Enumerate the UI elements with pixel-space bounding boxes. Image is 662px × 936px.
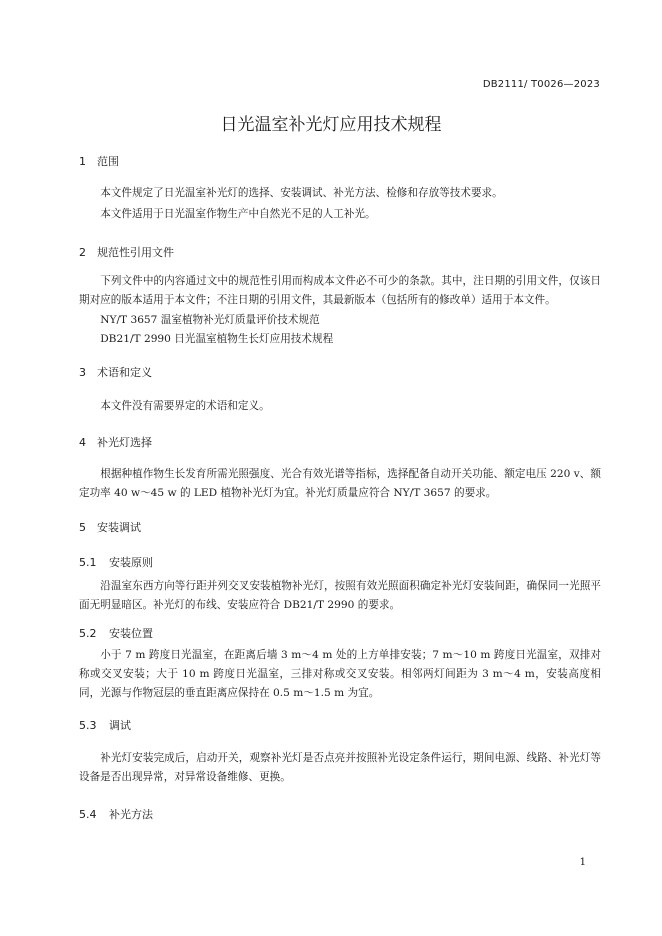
section-number: 5: [79, 521, 86, 534]
paragraph: 小于 7 m 跨度日光温室，在距离后墙 3 m～4 m 处的上方单排安装；7 m～10 m 跨度日光温室，双排对称或交叉安装；大于 10 m 跨度日光温室，三排对称或交叉安装。相邻两灯间距为 3 m～4 m，安装高度相同，光源与作物冠层的垂直距离应保持在 0.5 m～1.5 m 为宜。: [79, 649, 601, 699]
section-3-heading: [79, 364, 152, 380]
section-title: 范围: [97, 155, 119, 168]
section-title: 术语和定义: [97, 366, 152, 379]
paragraph: 补光灯安装完成后，启动开关，观察补光灯是否点亮并按照补光设定条件运行，期间电源、线路、补光灯等设备是否出现异常，对异常设备维修、更换。: [79, 752, 601, 783]
section-title: 调试: [109, 719, 131, 732]
section-number: 5.1: [79, 556, 97, 569]
section-number: 4: [79, 436, 86, 449]
paragraph: 本文件规定了日光温室补光灯的选择、安装调试、补光方法、检修和存放等技术要求。: [100, 187, 503, 199]
section-title: 安装调试: [97, 521, 141, 534]
standard-number: DB2111/ T0026—2023: [482, 79, 600, 90]
subsection-5-4-heading: [79, 806, 153, 822]
paragraph: 本文件没有需要界定的术语和定义。: [100, 400, 270, 412]
subsection-5-1-heading: [79, 554, 153, 570]
document-title: 日光温室补光灯应用技术规程: [220, 115, 442, 135]
paragraph: 根据种植作物生长发育所需光照强度、光合有效光谱等指标，选择配备自动开关功能、额定电压 220 v、额定功率 40 w～45 w 的 LED 植物补光灯为宜。补光灯质量应符合 NY/T 3657 的要求。: [79, 468, 601, 499]
section-number: 1: [79, 155, 86, 168]
section-number: 2: [79, 246, 86, 259]
section-number: 3: [79, 366, 86, 379]
section-number: 5.2: [79, 627, 97, 640]
section-title: 安装位置: [109, 627, 153, 640]
subsection-5-3-heading: [79, 717, 131, 733]
section-4-heading: [79, 434, 152, 450]
reference-item: NY/T 3657 温室植物补光灯质量评价技术规范: [100, 314, 320, 326]
section-title: 安装原则: [109, 556, 153, 569]
paragraph: 本文件适用于日光温室作物生产中自然光不足的人工补光。: [100, 208, 376, 220]
paragraph: 下列文件中的内容通过文中的规范性引用而构成本文件必不可少的条款。其中，注日期的引用文件，仅该日期对应的版本适用于本文件；不注日期的引用文件，其最新版本（包括所有的修改单）适用于本文件。: [79, 275, 601, 306]
section-number: 5.4: [79, 808, 97, 821]
paragraph: 沿温室东西方向等行距并列交叉安装植物补光灯，按照有效光照面积确定补光灯安装间距，确保同一光照平面无明显暗区。补光灯的布线、安装应符合 DB21/T 2990 的要求。: [79, 580, 601, 611]
section-2-heading: [79, 244, 174, 260]
section-number: 5.3: [79, 719, 97, 732]
page-number: 1: [579, 857, 586, 868]
section-title: 规范性引用文件: [97, 246, 174, 259]
section-title: 补光方法: [109, 808, 153, 821]
section-1-heading: [79, 153, 119, 169]
section-5-heading: [79, 519, 141, 535]
subsection-5-2-heading: [79, 625, 153, 641]
section-title: 补光灯选择: [97, 436, 152, 449]
reference-item: DB21/T 2990 日光温室植物生长灯应用技术规程: [100, 333, 334, 345]
